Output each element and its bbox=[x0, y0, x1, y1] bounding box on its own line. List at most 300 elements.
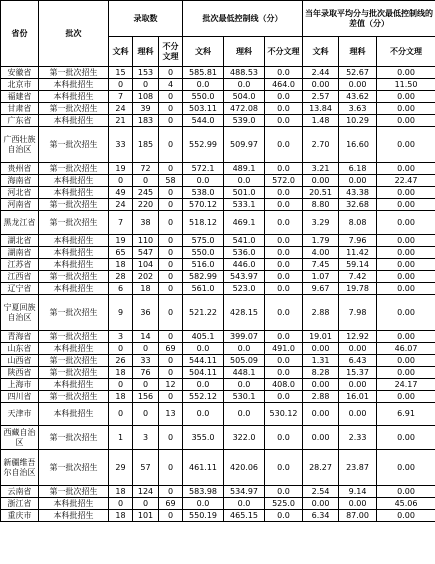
cell-admit-like: 39 bbox=[133, 103, 159, 115]
cell-admit-nofen: 0 bbox=[159, 259, 183, 271]
table-row bbox=[1, 426, 435, 450]
cell-min-wenke: 544.11 bbox=[183, 355, 224, 367]
cell-diff-like: 32.68 bbox=[339, 199, 377, 211]
cell-min-wenke: 561.0 bbox=[183, 283, 224, 295]
cell-diff-like: 0.00 bbox=[339, 498, 377, 510]
cell-diff-like: 59.14 bbox=[339, 259, 377, 271]
cell-min-nofen: 572.0 bbox=[265, 175, 303, 187]
cell-diff-wenke: 0.00 bbox=[303, 498, 339, 510]
cell-min-wenke: 0.0 bbox=[183, 343, 224, 355]
cell-min-wenke: 521.22 bbox=[183, 295, 224, 331]
cell-min-nofen: 0.0 bbox=[265, 67, 303, 79]
cell-batch: 本科批招生 bbox=[39, 79, 109, 91]
cell-admit-wenke: 24 bbox=[109, 103, 133, 115]
cell-min-like: 0.0 bbox=[224, 79, 265, 91]
cell-min-nofen: 0.0 bbox=[265, 331, 303, 343]
cell-admit-like: 245 bbox=[133, 187, 159, 199]
cell-min-like: 0.0 bbox=[224, 498, 265, 510]
sub-header-nofen: 不分文理 bbox=[265, 37, 303, 67]
cell-diff-nofen: 0.00 bbox=[377, 211, 435, 235]
cell-min-like: 541.0 bbox=[224, 235, 265, 247]
cell-admit-wenke: 15 bbox=[109, 67, 133, 79]
cell-diff-nofen: 46.07 bbox=[377, 343, 435, 355]
cell-batch: 本科批招生 bbox=[39, 175, 109, 187]
cell-diff-wenke: 0.00 bbox=[303, 343, 339, 355]
cell-min-nofen: 0.0 bbox=[265, 283, 303, 295]
cell-diff-wenke: 2.88 bbox=[303, 391, 339, 403]
cell-min-wenke: 550.0 bbox=[183, 91, 224, 103]
cell-admit-wenke: 19 bbox=[109, 235, 133, 247]
cell-min-wenke: 518.12 bbox=[183, 211, 224, 235]
cell-min-nofen: 0.0 bbox=[265, 271, 303, 283]
cell-admit-like: 156 bbox=[133, 391, 159, 403]
cell-diff-nofen: 0.00 bbox=[377, 391, 435, 403]
cell-min-like: 534.97 bbox=[224, 486, 265, 498]
cell-diff-like: 6.43 bbox=[339, 355, 377, 367]
cell-batch: 第一批次招生 bbox=[39, 103, 109, 115]
cell-province: 天津市 bbox=[1, 403, 39, 426]
cell-min-nofen: 0.0 bbox=[265, 103, 303, 115]
sub-header-wenke: 文科 bbox=[109, 37, 133, 67]
cell-admit-like: 14 bbox=[133, 331, 159, 343]
cell-diff-nofen: 0.00 bbox=[377, 295, 435, 331]
cell-admit-wenke: 28 bbox=[109, 271, 133, 283]
cell-diff-wenke: 0.00 bbox=[303, 403, 339, 426]
cell-diff-nofen: 0.00 bbox=[377, 115, 435, 127]
cell-admit-like: 3 bbox=[133, 426, 159, 450]
cell-min-nofen: 0.0 bbox=[265, 259, 303, 271]
cell-diff-wenke: 8.28 bbox=[303, 367, 339, 379]
cell-admit-nofen: 0 bbox=[159, 271, 183, 283]
cell-min-like: 504.0 bbox=[224, 91, 265, 103]
cell-min-wenke: 504.11 bbox=[183, 367, 224, 379]
cell-min-nofen: 464.0 bbox=[265, 79, 303, 91]
cell-min-wenke: 0.0 bbox=[183, 498, 224, 510]
cell-diff-wenke: 3.29 bbox=[303, 211, 339, 235]
cell-diff-wenke: 8.80 bbox=[303, 199, 339, 211]
cell-admit-wenke: 65 bbox=[109, 247, 133, 259]
cell-min-wenke: 0.0 bbox=[183, 175, 224, 187]
cell-admit-wenke: 0 bbox=[109, 79, 133, 91]
cell-diff-like: 11.42 bbox=[339, 247, 377, 259]
cell-min-like: 505.09 bbox=[224, 355, 265, 367]
cell-diff-nofen: 0.00 bbox=[377, 103, 435, 115]
cell-diff-like: 7.42 bbox=[339, 271, 377, 283]
cell-admit-nofen: 0 bbox=[159, 127, 183, 163]
cell-min-nofen: 0.0 bbox=[265, 295, 303, 331]
cell-batch: 本科批招生 bbox=[39, 247, 109, 259]
cell-admit-wenke: 7 bbox=[109, 91, 133, 103]
cell-min-wenke: 585.81 bbox=[183, 67, 224, 79]
sub-header-wenke: 文科 bbox=[183, 37, 224, 67]
cell-min-nofen: 0.0 bbox=[265, 247, 303, 259]
cell-admit-like: 33 bbox=[133, 355, 159, 367]
table-row bbox=[1, 211, 435, 235]
cell-diff-like: 10.29 bbox=[339, 115, 377, 127]
cell-admit-like: 153 bbox=[133, 67, 159, 79]
cell-admit-wenke: 19 bbox=[109, 163, 133, 175]
cell-min-wenke: 0.0 bbox=[183, 403, 224, 426]
cell-diff-nofen: 0.00 bbox=[377, 187, 435, 199]
cell-diff-wenke: 3.21 bbox=[303, 163, 339, 175]
cell-admit-wenke: 33 bbox=[109, 127, 133, 163]
cell-min-like: 509.97 bbox=[224, 127, 265, 163]
cell-min-like: 465.15 bbox=[224, 510, 265, 522]
cell-admit-wenke: 6 bbox=[109, 283, 133, 295]
cell-admit-nofen: 0 bbox=[159, 486, 183, 498]
cell-admit-wenke: 0 bbox=[109, 175, 133, 187]
cell-province: 河北省 bbox=[1, 187, 39, 199]
cell-province: 安徽省 bbox=[1, 67, 39, 79]
cell-province: 重庆市 bbox=[1, 510, 39, 522]
cell-diff-wenke: 0.00 bbox=[303, 379, 339, 391]
cell-diff-like: 3.63 bbox=[339, 103, 377, 115]
cell-batch: 本科批招生 bbox=[39, 283, 109, 295]
cell-min-nofen: 0.0 bbox=[265, 187, 303, 199]
cell-province: 福建省 bbox=[1, 91, 39, 103]
cell-admit-like: 57 bbox=[133, 450, 159, 486]
cell-province: 贵州省 bbox=[1, 163, 39, 175]
cell-admit-like: 110 bbox=[133, 235, 159, 247]
cell-diff-like: 6.18 bbox=[339, 163, 377, 175]
cell-batch: 第一批次招生 bbox=[39, 367, 109, 379]
table-row bbox=[1, 403, 435, 426]
cell-admit-like: 0 bbox=[133, 498, 159, 510]
table-row bbox=[1, 283, 435, 295]
cell-admit-like: 547 bbox=[133, 247, 159, 259]
cell-admit-wenke: 49 bbox=[109, 187, 133, 199]
cell-min-like: 0.0 bbox=[224, 343, 265, 355]
cell-diff-like: 0.00 bbox=[339, 175, 377, 187]
cell-admit-like: 185 bbox=[133, 127, 159, 163]
cell-diff-wenke: 0.00 bbox=[303, 79, 339, 91]
cell-diff-like: 0.00 bbox=[339, 403, 377, 426]
cell-min-like: 322.0 bbox=[224, 426, 265, 450]
table-row bbox=[1, 510, 435, 522]
cell-min-like: 489.1 bbox=[224, 163, 265, 175]
cell-min-wenke: 552.12 bbox=[183, 391, 224, 403]
cell-min-nofen: 0.0 bbox=[265, 486, 303, 498]
cell-admit-nofen: 0 bbox=[159, 103, 183, 115]
cell-admit-wenke: 18 bbox=[109, 486, 133, 498]
cell-min-like: 488.53 bbox=[224, 67, 265, 79]
cell-min-like: 420.06 bbox=[224, 450, 265, 486]
cell-admit-wenke: 3 bbox=[109, 331, 133, 343]
cell-min-nofen: 0.0 bbox=[265, 450, 303, 486]
cell-batch: 本科批招生 bbox=[39, 510, 109, 522]
cell-diff-wenke: 2.54 bbox=[303, 486, 339, 498]
cell-diff-like: 7.96 bbox=[339, 235, 377, 247]
cell-min-wenke: 503.11 bbox=[183, 103, 224, 115]
cell-admit-like: 0 bbox=[133, 343, 159, 355]
cell-admit-nofen: 69 bbox=[159, 343, 183, 355]
table-row bbox=[1, 331, 435, 343]
cell-admit-nofen: 0 bbox=[159, 211, 183, 235]
cell-min-wenke: 570.12 bbox=[183, 199, 224, 211]
cell-min-like: 530.1 bbox=[224, 391, 265, 403]
cell-min-wenke: 550.19 bbox=[183, 510, 224, 522]
cell-diff-wenke: 2.70 bbox=[303, 127, 339, 163]
cell-min-wenke: 552.99 bbox=[183, 127, 224, 163]
table-row bbox=[1, 91, 435, 103]
cell-batch: 本科批招生 bbox=[39, 498, 109, 510]
cell-admit-nofen: 12 bbox=[159, 379, 183, 391]
header-admissions: 录取数 bbox=[109, 1, 183, 37]
cell-province: 浙江省 bbox=[1, 498, 39, 510]
cell-admit-like: 18 bbox=[133, 283, 159, 295]
cell-diff-wenke: 0.00 bbox=[303, 175, 339, 187]
cell-admit-wenke: 0 bbox=[109, 343, 133, 355]
table-row bbox=[1, 103, 435, 115]
cell-admit-nofen: 0 bbox=[159, 67, 183, 79]
table-row bbox=[1, 187, 435, 199]
cell-diff-wenke: 28.27 bbox=[303, 450, 339, 486]
cell-admit-nofen: 4 bbox=[159, 79, 183, 91]
cell-diff-like: 7.98 bbox=[339, 295, 377, 331]
cell-diff-wenke: 13.84 bbox=[303, 103, 339, 115]
cell-min-wenke: 572.1 bbox=[183, 163, 224, 175]
cell-admit-like: 183 bbox=[133, 115, 159, 127]
cell-admit-nofen: 0 bbox=[159, 295, 183, 331]
cell-batch: 本科批招生 bbox=[39, 235, 109, 247]
table-header bbox=[1, 1, 435, 67]
cell-admit-wenke: 24 bbox=[109, 199, 133, 211]
table-row bbox=[1, 367, 435, 379]
table-row bbox=[1, 247, 435, 259]
cell-min-nofen: 0.0 bbox=[265, 355, 303, 367]
cell-admit-like: 101 bbox=[133, 510, 159, 522]
cell-diff-nofen: 0.00 bbox=[377, 127, 435, 163]
cell-batch: 第一批次招生 bbox=[39, 127, 109, 163]
cell-admit-nofen: 0 bbox=[159, 163, 183, 175]
cell-diff-like: 52.67 bbox=[339, 67, 377, 79]
cell-diff-nofen: 0.00 bbox=[377, 247, 435, 259]
cell-min-like: 523.0 bbox=[224, 283, 265, 295]
cell-min-nofen: 0.0 bbox=[265, 127, 303, 163]
cell-min-nofen: 491.0 bbox=[265, 343, 303, 355]
cell-admit-nofen: 0 bbox=[159, 235, 183, 247]
cell-diff-nofen: 11.50 bbox=[377, 79, 435, 91]
cell-diff-wenke: 9.67 bbox=[303, 283, 339, 295]
cell-admit-nofen: 0 bbox=[159, 426, 183, 450]
cell-diff-like: 2.33 bbox=[339, 426, 377, 450]
cell-diff-nofen: 0.00 bbox=[377, 486, 435, 498]
cell-min-wenke: 461.11 bbox=[183, 450, 224, 486]
cell-diff-like: 43.38 bbox=[339, 187, 377, 199]
cell-min-like: 446.0 bbox=[224, 259, 265, 271]
cell-diff-nofen: 45.06 bbox=[377, 498, 435, 510]
cell-diff-wenke: 20.51 bbox=[303, 187, 339, 199]
cell-admit-nofen: 0 bbox=[159, 331, 183, 343]
cell-diff-nofen: 0.00 bbox=[377, 450, 435, 486]
table-row bbox=[1, 271, 435, 283]
cell-min-like: 501.0 bbox=[224, 187, 265, 199]
cell-province: 黑龙江省 bbox=[1, 211, 39, 235]
cell-admit-wenke: 18 bbox=[109, 510, 133, 522]
cell-diff-like: 8.08 bbox=[339, 211, 377, 235]
cell-batch: 第一批次招生 bbox=[39, 486, 109, 498]
cell-min-like: 543.97 bbox=[224, 271, 265, 283]
cell-province: 山西省 bbox=[1, 355, 39, 367]
cell-batch: 第一批次招生 bbox=[39, 426, 109, 450]
cell-admit-wenke: 0 bbox=[109, 403, 133, 426]
cell-min-wenke: 575.0 bbox=[183, 235, 224, 247]
cell-min-nofen: 0.0 bbox=[265, 211, 303, 235]
cell-diff-like: 43.62 bbox=[339, 91, 377, 103]
cell-min-wenke: 582.99 bbox=[183, 271, 224, 283]
cell-min-nofen: 0.0 bbox=[265, 163, 303, 175]
cell-min-nofen: 0.0 bbox=[265, 91, 303, 103]
cell-admit-like: 108 bbox=[133, 91, 159, 103]
cell-diff-like: 16.60 bbox=[339, 127, 377, 163]
cell-batch: 本科批招生 bbox=[39, 115, 109, 127]
cell-diff-like: 87.00 bbox=[339, 510, 377, 522]
cell-min-wenke: 544.0 bbox=[183, 115, 224, 127]
cell-province: 新疆维吾尔自治区 bbox=[1, 450, 39, 486]
cell-min-wenke: 355.0 bbox=[183, 426, 224, 450]
cell-min-nofen: 525.0 bbox=[265, 498, 303, 510]
table-row bbox=[1, 259, 435, 271]
cell-province: 湖南省 bbox=[1, 247, 39, 259]
cell-admit-like: 202 bbox=[133, 271, 159, 283]
table-row bbox=[1, 486, 435, 498]
cell-province: 云南省 bbox=[1, 486, 39, 498]
cell-batch: 第一批次招生 bbox=[39, 391, 109, 403]
cell-min-like: 472.08 bbox=[224, 103, 265, 115]
table-row bbox=[1, 343, 435, 355]
sub-header-like: 理科 bbox=[339, 37, 377, 67]
cell-diff-nofen: 0.00 bbox=[377, 355, 435, 367]
cell-admit-nofen: 0 bbox=[159, 247, 183, 259]
table-row bbox=[1, 391, 435, 403]
cell-province: 上海市 bbox=[1, 379, 39, 391]
cell-province: 辽宁省 bbox=[1, 283, 39, 295]
cell-diff-wenke: 1.07 bbox=[303, 271, 339, 283]
cell-min-nofen: 0.0 bbox=[265, 235, 303, 247]
cell-diff-nofen: 0.00 bbox=[377, 367, 435, 379]
cell-diff-like: 9.14 bbox=[339, 486, 377, 498]
cell-min-like: 0.0 bbox=[224, 403, 265, 426]
cell-diff-nofen: 0.00 bbox=[377, 199, 435, 211]
cell-admit-like: 124 bbox=[133, 486, 159, 498]
cell-min-wenke: 538.0 bbox=[183, 187, 224, 199]
cell-diff-nofen: 22.47 bbox=[377, 175, 435, 187]
header-min-score: 批次最低控制线（分） bbox=[183, 1, 303, 37]
cell-diff-nofen: 0.00 bbox=[377, 67, 435, 79]
cell-min-nofen: 530.12 bbox=[265, 403, 303, 426]
cell-min-nofen: 0.0 bbox=[265, 367, 303, 379]
cell-batch: 第一批次招生 bbox=[39, 211, 109, 235]
cell-admit-wenke: 18 bbox=[109, 367, 133, 379]
cell-batch: 本科批招生 bbox=[39, 343, 109, 355]
cell-province: 广西壮族自治区 bbox=[1, 127, 39, 163]
cell-diff-like: 15.37 bbox=[339, 367, 377, 379]
cell-diff-wenke: 1.79 bbox=[303, 235, 339, 247]
cell-admit-nofen: 0 bbox=[159, 187, 183, 199]
cell-diff-like: 23.87 bbox=[339, 450, 377, 486]
cell-min-like: 428.15 bbox=[224, 295, 265, 331]
cell-admit-nofen: 0 bbox=[159, 115, 183, 127]
cell-batch: 本科批招生 bbox=[39, 91, 109, 103]
cell-diff-nofen: 0.00 bbox=[377, 510, 435, 522]
cell-min-like: 0.0 bbox=[224, 379, 265, 391]
cell-admit-like: 72 bbox=[133, 163, 159, 175]
cell-min-nofen: 0.0 bbox=[265, 510, 303, 522]
cell-admit-nofen: 58 bbox=[159, 175, 183, 187]
cell-province: 青海省 bbox=[1, 331, 39, 343]
cell-min-nofen: 0.0 bbox=[265, 391, 303, 403]
table-row bbox=[1, 498, 435, 510]
cell-diff-nofen: 0.00 bbox=[377, 91, 435, 103]
cell-diff-wenke: 2.88 bbox=[303, 295, 339, 331]
cell-diff-wenke: 1.48 bbox=[303, 115, 339, 127]
cell-diff-nofen: 0.00 bbox=[377, 271, 435, 283]
header-batch: 批次 bbox=[39, 1, 109, 67]
cell-diff-nofen: 0.00 bbox=[377, 331, 435, 343]
cell-diff-like: 0.00 bbox=[339, 343, 377, 355]
cell-admit-nofen: 0 bbox=[159, 510, 183, 522]
cell-province: 甘肃省 bbox=[1, 103, 39, 115]
table-row bbox=[1, 79, 435, 91]
cell-province: 湖北省 bbox=[1, 235, 39, 247]
cell-admit-wenke: 18 bbox=[109, 391, 133, 403]
cell-admit-wenke: 9 bbox=[109, 295, 133, 331]
cell-diff-wenke: 4.00 bbox=[303, 247, 339, 259]
cell-diff-nofen: 0.00 bbox=[377, 235, 435, 247]
cell-batch: 本科批招生 bbox=[39, 379, 109, 391]
cell-min-like: 399.07 bbox=[224, 331, 265, 343]
cell-admit-like: 0 bbox=[133, 403, 159, 426]
cell-min-nofen: 0.0 bbox=[265, 426, 303, 450]
cell-diff-nofen: 0.00 bbox=[377, 283, 435, 295]
cell-admit-nofen: 0 bbox=[159, 391, 183, 403]
cell-diff-wenke: 1.31 bbox=[303, 355, 339, 367]
cell-diff-like: 16.01 bbox=[339, 391, 377, 403]
table-row bbox=[1, 127, 435, 163]
sub-header-nofen: 不分文理 bbox=[377, 37, 435, 67]
cell-batch: 第一批次招生 bbox=[39, 271, 109, 283]
cell-min-wenke: 516.0 bbox=[183, 259, 224, 271]
cell-admit-wenke: 0 bbox=[109, 498, 133, 510]
table-row bbox=[1, 199, 435, 211]
cell-admit-nofen: 0 bbox=[159, 283, 183, 295]
table-row bbox=[1, 163, 435, 175]
cell-batch: 第一批次招生 bbox=[39, 163, 109, 175]
cell-diff-like: 0.00 bbox=[339, 79, 377, 91]
table-row bbox=[1, 295, 435, 331]
cell-province: 海南省 bbox=[1, 175, 39, 187]
cell-diff-nofen: 6.91 bbox=[377, 403, 435, 426]
cell-diff-like: 12.92 bbox=[339, 331, 377, 343]
cell-province: 江苏省 bbox=[1, 259, 39, 271]
cell-province: 北京市 bbox=[1, 79, 39, 91]
cell-admit-nofen: 0 bbox=[159, 355, 183, 367]
cell-batch: 本科批招生 bbox=[39, 259, 109, 271]
cell-admit-like: 0 bbox=[133, 379, 159, 391]
cell-admit-like: 220 bbox=[133, 199, 159, 211]
cell-admit-nofen: 0 bbox=[159, 91, 183, 103]
cell-admit-nofen: 0 bbox=[159, 199, 183, 211]
table-row bbox=[1, 115, 435, 127]
cell-province: 西藏自治区 bbox=[1, 426, 39, 450]
cell-batch: 本科批招生 bbox=[39, 403, 109, 426]
cell-batch: 第一批次招生 bbox=[39, 450, 109, 486]
cell-batch: 第一批次招生 bbox=[39, 355, 109, 367]
cell-min-like: 448.1 bbox=[224, 367, 265, 379]
cell-admit-nofen: 0 bbox=[159, 450, 183, 486]
cell-admit-wenke: 21 bbox=[109, 115, 133, 127]
cell-admit-like: 36 bbox=[133, 295, 159, 331]
